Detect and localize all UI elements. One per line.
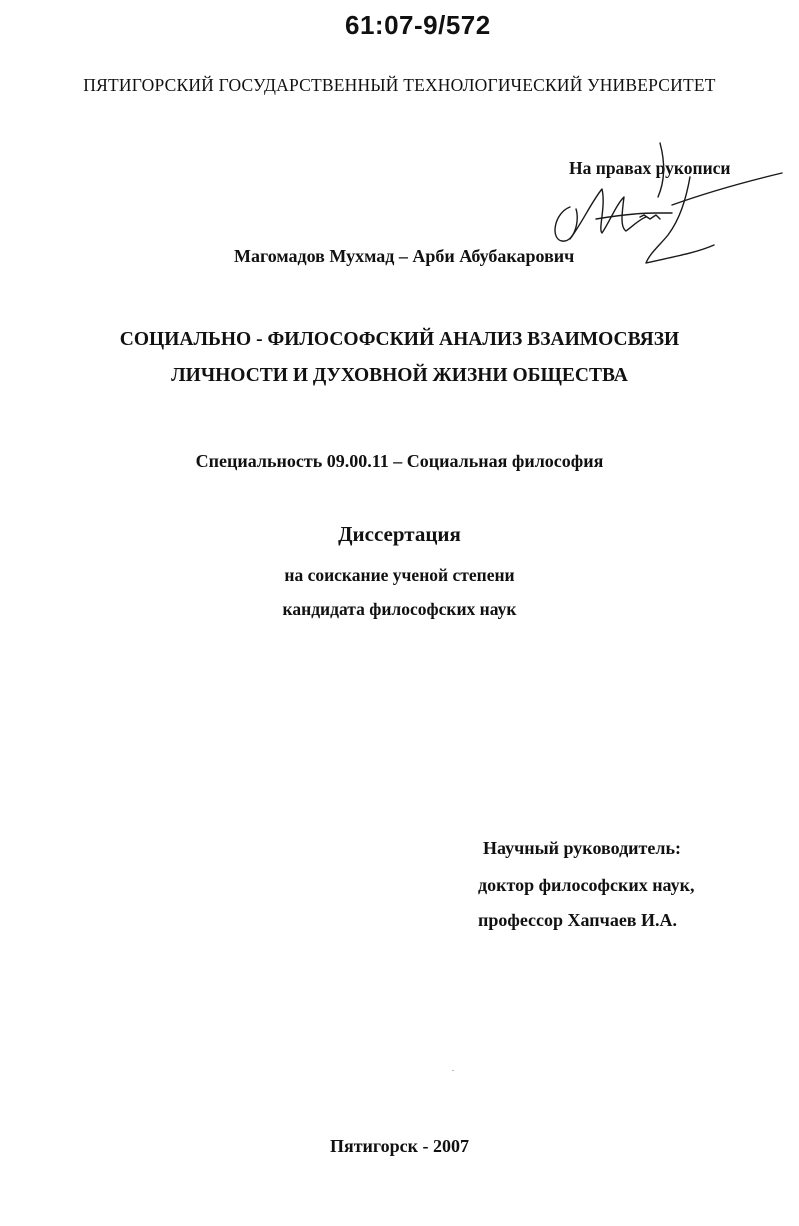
city-year: Пятигорск - 2007: [329, 1136, 470, 1156]
work-type: Диссертация: [338, 522, 461, 546]
supervisor-name: профессор Хапчаев И.А.: [478, 910, 678, 930]
signature-stroke-cross: [596, 213, 672, 219]
scan-speck: [452, 1070, 454, 1071]
signature-stroke-loop: [555, 207, 577, 241]
specialty: Специальность 09.00.11 – Социальная философия: [195, 451, 604, 471]
author-name: Магомадов Мухмад – Арби Абубакарович: [234, 246, 575, 266]
manuscript-note: На правах рукописи: [569, 158, 731, 178]
handwritten-signature: [540, 135, 790, 270]
signature-stroke-hook: [646, 177, 714, 263]
catalog-code: 61:07-9/572: [345, 10, 491, 40]
signature-stroke-top: [658, 143, 664, 197]
supervisor-label: Научный руководитель:: [483, 838, 681, 858]
degree-line-2: кандидата философских наук: [282, 599, 517, 619]
degree-line-1: на соискание ученой степени: [284, 565, 515, 585]
signature-stroke-tail: [672, 173, 782, 205]
supervisor-degree: доктор философских наук,: [478, 875, 695, 895]
dissertation-title-line-1: СОЦИАЛЬНО - ФИЛОСОФСКИЙ АНАЛИЗ ВЗАИМОСВЯЗИ: [119, 329, 680, 350]
university-name: ПЯТИГОРСКИЙ ГОСУДАРСТВЕННЫЙ ТЕХНОЛОГИЧЕСКИЙ УНИВЕРСИТЕТ: [83, 75, 716, 95]
dissertation-title-line-2: ЛИЧНОСТИ И ДУХОВНОЙ ЖИЗНИ ОБЩЕСТВА: [171, 365, 628, 386]
